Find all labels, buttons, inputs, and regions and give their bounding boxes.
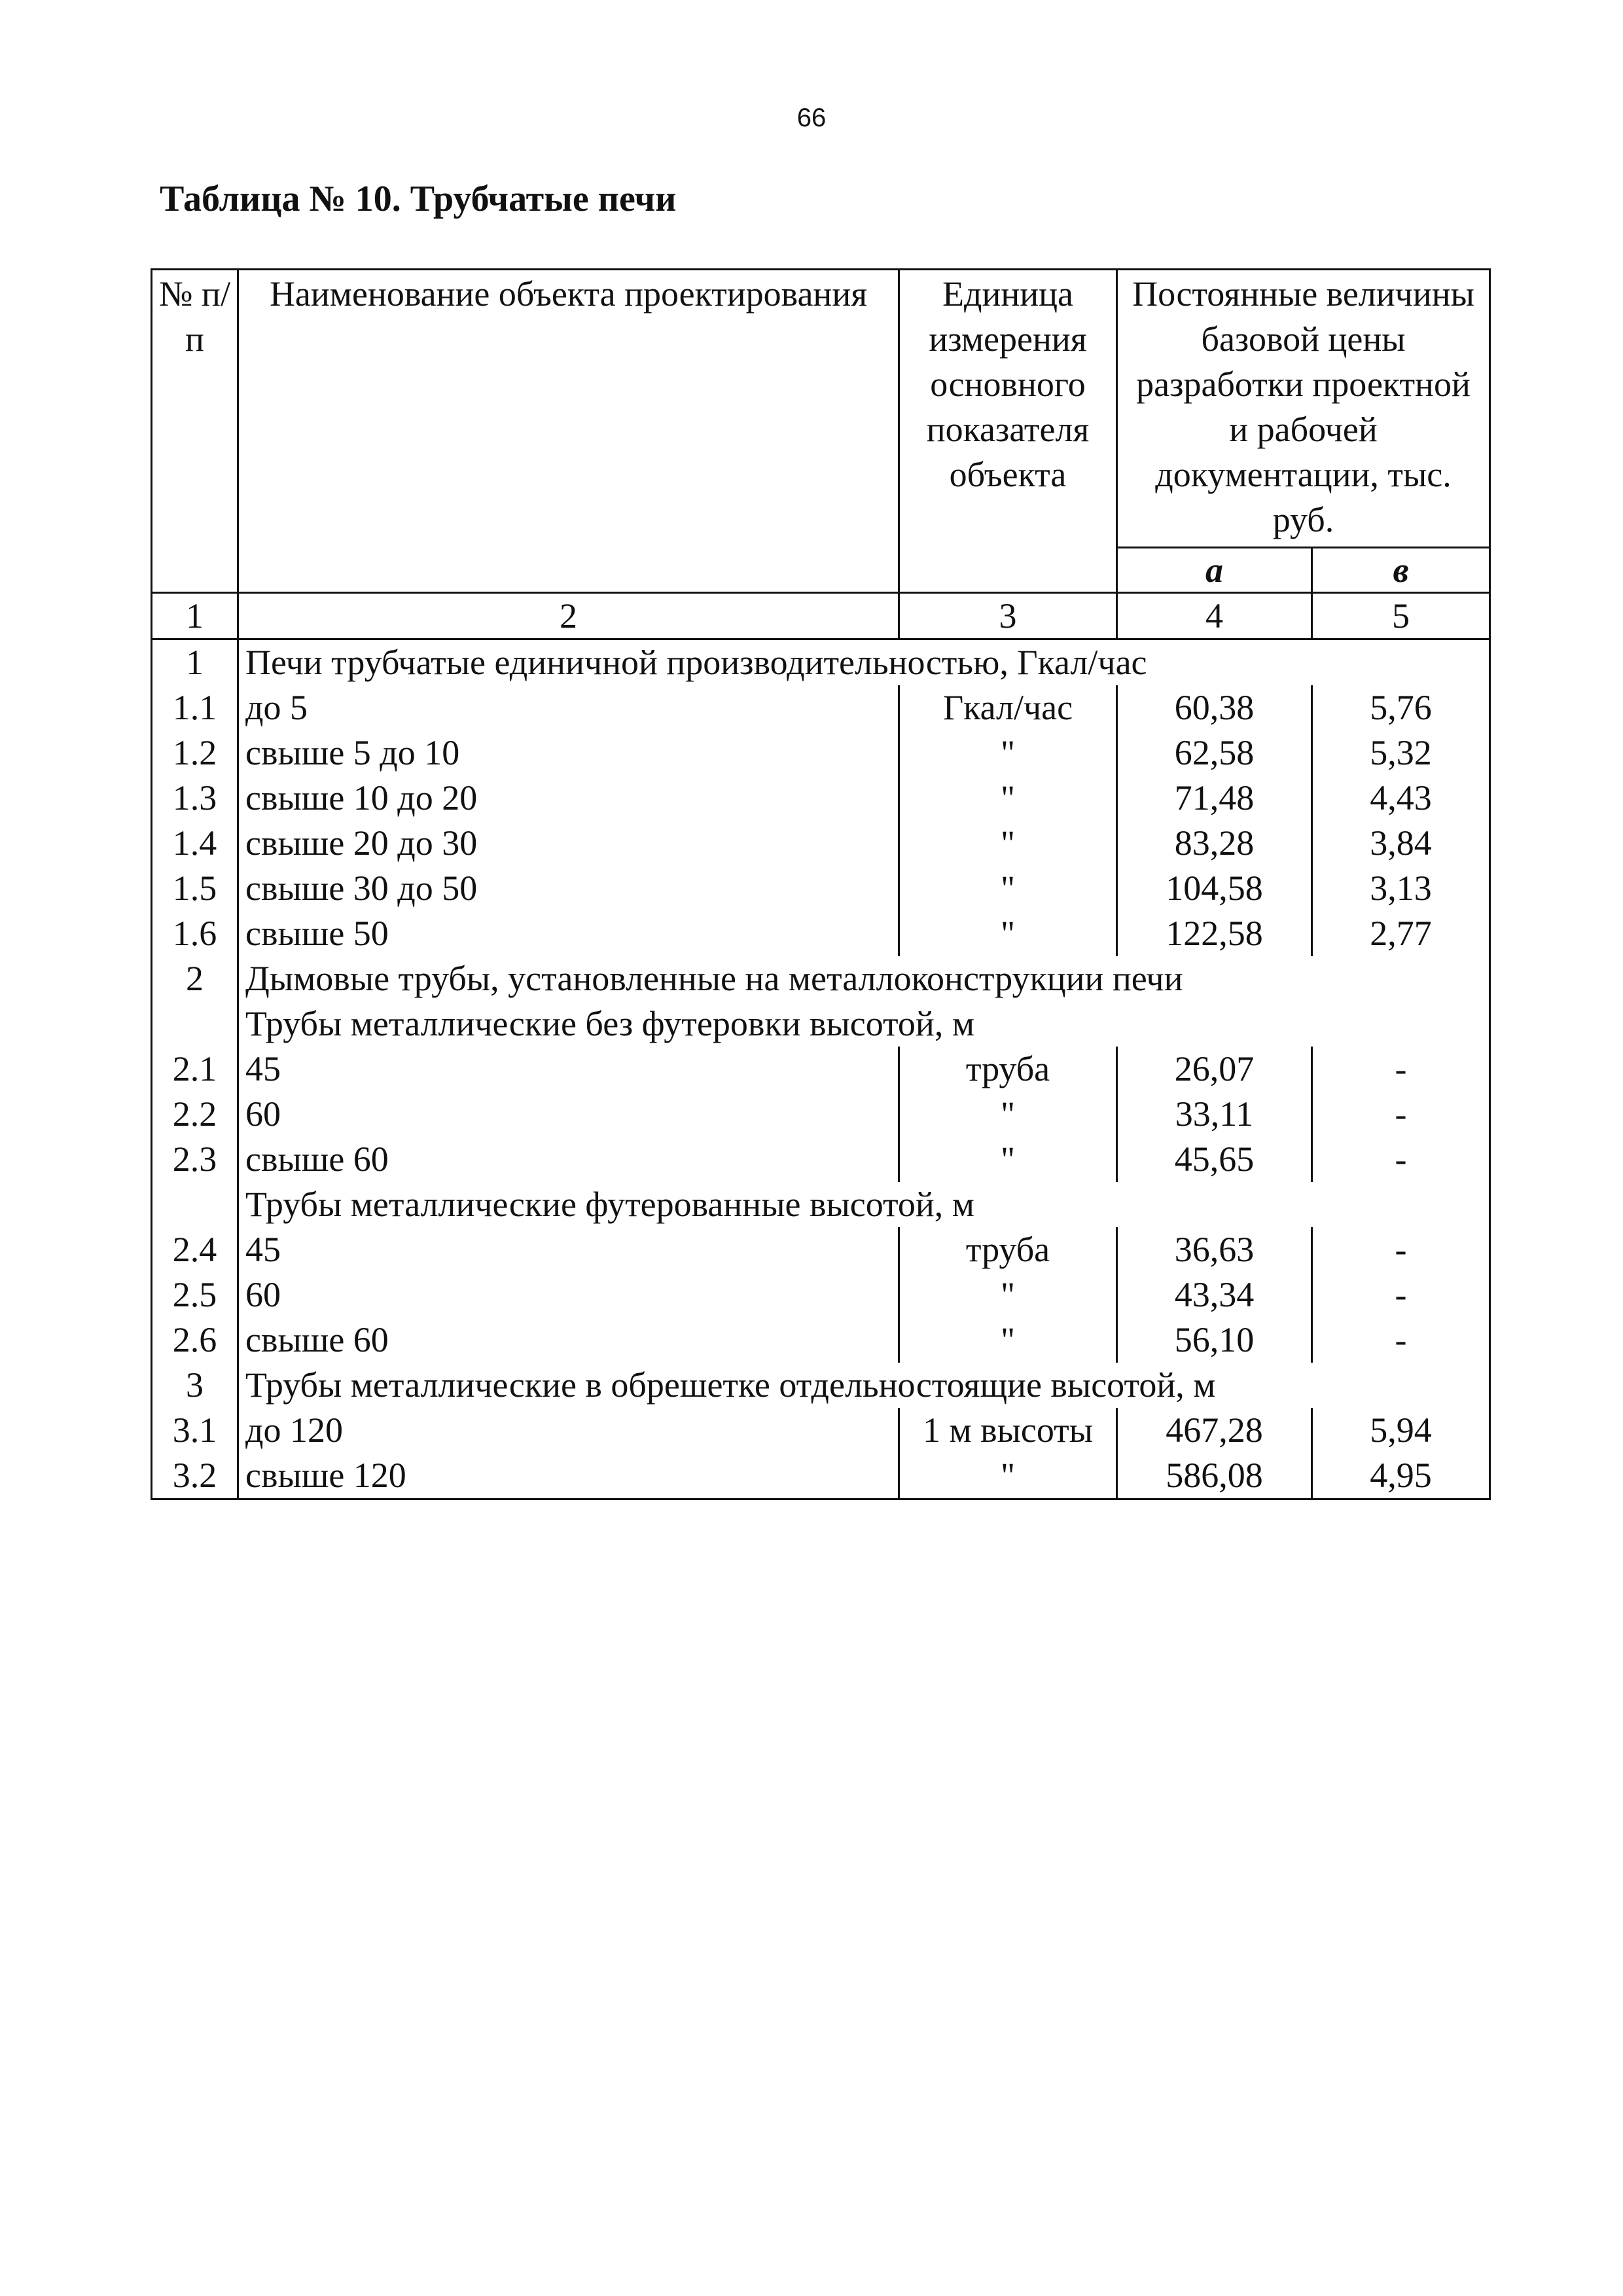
column-numbers-row (152, 593, 1490, 639)
unit-cell: труба (899, 1227, 1117, 1272)
row-number: 1 (152, 639, 238, 686)
section-title: Трубы металлические без футеровки высотой, м (238, 1001, 899, 1047)
column-number: 5 (1312, 593, 1490, 639)
unit-cell: 1 м высоты (899, 1408, 1117, 1453)
table-row (152, 911, 1490, 956)
section-row (152, 639, 1490, 686)
row-number: 1.6 (152, 911, 238, 956)
empty-cell (1117, 1001, 1312, 1047)
object-name: свыше 5 до 10 (238, 730, 899, 776)
section-row (152, 1001, 1490, 1047)
object-name: свыше 60 (238, 1137, 899, 1182)
value-a: 43,34 (1117, 1272, 1312, 1318)
row-number: 1.3 (152, 776, 238, 821)
object-name: свыше 20 до 30 (238, 821, 899, 866)
value-b: - (1312, 1227, 1490, 1272)
value-a: 62,58 (1117, 730, 1312, 776)
unit-cell: " (899, 1092, 1117, 1137)
object-name: свыше 30 до 50 (238, 866, 899, 911)
row-number: 1.2 (152, 730, 238, 776)
table-row (152, 1318, 1490, 1363)
table-body (152, 639, 1490, 1499)
value-b: 5,94 (1312, 1408, 1490, 1453)
value-b: 3,84 (1312, 821, 1490, 866)
unit-cell: " (899, 1453, 1117, 1499)
table-title: Таблица № 10. Трубчатые печи (160, 179, 677, 219)
value-a: 71,48 (1117, 776, 1312, 821)
column-number: 1 (152, 593, 238, 639)
value-a: 83,28 (1117, 821, 1312, 866)
section-title: Трубы металлические в обрешетке отдельностоящие высотой, м (238, 1363, 899, 1408)
value-a: 45,65 (1117, 1137, 1312, 1182)
value-b: 4,43 (1312, 776, 1490, 821)
value-b: 2,77 (1312, 911, 1490, 956)
row-number: 2.1 (152, 1047, 238, 1092)
table-row (152, 685, 1490, 730)
table-row (152, 776, 1490, 821)
unit-cell: " (899, 1318, 1117, 1363)
value-b: - (1312, 1137, 1490, 1182)
table-row (152, 1408, 1490, 1453)
empty-cell (1117, 1182, 1312, 1227)
header-no: № п/п (152, 270, 238, 593)
object-name: 45 (238, 1047, 899, 1092)
object-name: свыше 50 (238, 911, 899, 956)
empty-cell (1312, 639, 1490, 686)
object-name: до 5 (238, 685, 899, 730)
header-name: Наименование объекта проектирования (238, 270, 899, 593)
row-number: 1.5 (152, 866, 238, 911)
unit-cell: " (899, 821, 1117, 866)
table-row (152, 866, 1490, 911)
unit-cell: " (899, 1137, 1117, 1182)
column-number: 4 (1117, 593, 1312, 639)
row-number: 2.2 (152, 1092, 238, 1137)
table-row (152, 1047, 1490, 1092)
object-name: свыше 10 до 20 (238, 776, 899, 821)
object-name: 45 (238, 1227, 899, 1272)
table-row (152, 821, 1490, 866)
row-number: 3.2 (152, 1453, 238, 1499)
price-table (151, 268, 1491, 1500)
table-row (152, 1227, 1490, 1272)
header-b: в (1312, 548, 1490, 593)
row-number (152, 1182, 238, 1227)
section-row (152, 1363, 1490, 1408)
value-b: 5,32 (1312, 730, 1490, 776)
value-a: 60,38 (1117, 685, 1312, 730)
value-a: 26,07 (1117, 1047, 1312, 1092)
value-a: 56,10 (1117, 1318, 1312, 1363)
value-b: 3,13 (1312, 866, 1490, 911)
object-name: свыше 60 (238, 1318, 899, 1363)
empty-cell (1312, 1363, 1490, 1408)
column-number: 3 (899, 593, 1117, 639)
section-title: Печи трубчатые единичной производительностью, Гкал/час (238, 639, 899, 686)
page-number: 66 (796, 103, 827, 132)
header-a: а (1117, 548, 1312, 593)
object-name: 60 (238, 1272, 899, 1318)
empty-cell (1312, 1001, 1490, 1047)
table-row (152, 730, 1490, 776)
row-number: 2 (152, 956, 238, 1001)
section-row (152, 1182, 1490, 1227)
table-row (152, 1092, 1490, 1137)
section-row (152, 956, 1490, 1001)
section-title: Трубы металлические футерованные высотой, м (238, 1182, 899, 1227)
object-name: 60 (238, 1092, 899, 1137)
unit-cell: " (899, 866, 1117, 911)
value-a: 122,58 (1117, 911, 1312, 956)
row-number: 1.1 (152, 685, 238, 730)
value-b: - (1312, 1318, 1490, 1363)
header-constants: Постоянные величины базовой цены разработки проектной и рабочей документации, тыс. руб. (1117, 270, 1490, 548)
value-b: - (1312, 1047, 1490, 1092)
row-number: 2.5 (152, 1272, 238, 1318)
value-a: 467,28 (1117, 1408, 1312, 1453)
value-b: 5,76 (1312, 685, 1490, 730)
row-number: 3.1 (152, 1408, 238, 1453)
unit-cell: труба (899, 1047, 1117, 1092)
row-number: 2.6 (152, 1318, 238, 1363)
row-number: 3 (152, 1363, 238, 1408)
unit-cell: " (899, 1272, 1117, 1318)
row-number: 2.4 (152, 1227, 238, 1272)
column-number: 2 (238, 593, 899, 639)
table-row (152, 1137, 1490, 1182)
value-a: 33,11 (1117, 1092, 1312, 1137)
value-a: 104,58 (1117, 866, 1312, 911)
table-row (152, 1272, 1490, 1318)
unit-cell: " (899, 911, 1117, 956)
empty-cell (1312, 956, 1490, 1001)
value-a: 586,08 (1117, 1453, 1312, 1499)
value-a: 36,63 (1117, 1227, 1312, 1272)
table-header (152, 270, 1490, 639)
object-name: свыше 120 (238, 1453, 899, 1499)
value-b: 4,95 (1312, 1453, 1490, 1499)
unit-cell: " (899, 730, 1117, 776)
value-b: - (1312, 1092, 1490, 1137)
unit-cell: " (899, 776, 1117, 821)
row-number: 1.4 (152, 821, 238, 866)
row-number (152, 1001, 238, 1047)
unit-cell: Гкал/час (899, 685, 1117, 730)
table-row (152, 1453, 1490, 1499)
value-b: - (1312, 1272, 1490, 1318)
row-number: 2.3 (152, 1137, 238, 1182)
section-title: Дымовые трубы, установленные на металлоконструкции печи (238, 956, 899, 1001)
empty-cell (1312, 1182, 1490, 1227)
header-unit: Единица измерения основного показателя объекта (899, 270, 1117, 593)
object-name: до 120 (238, 1408, 899, 1453)
